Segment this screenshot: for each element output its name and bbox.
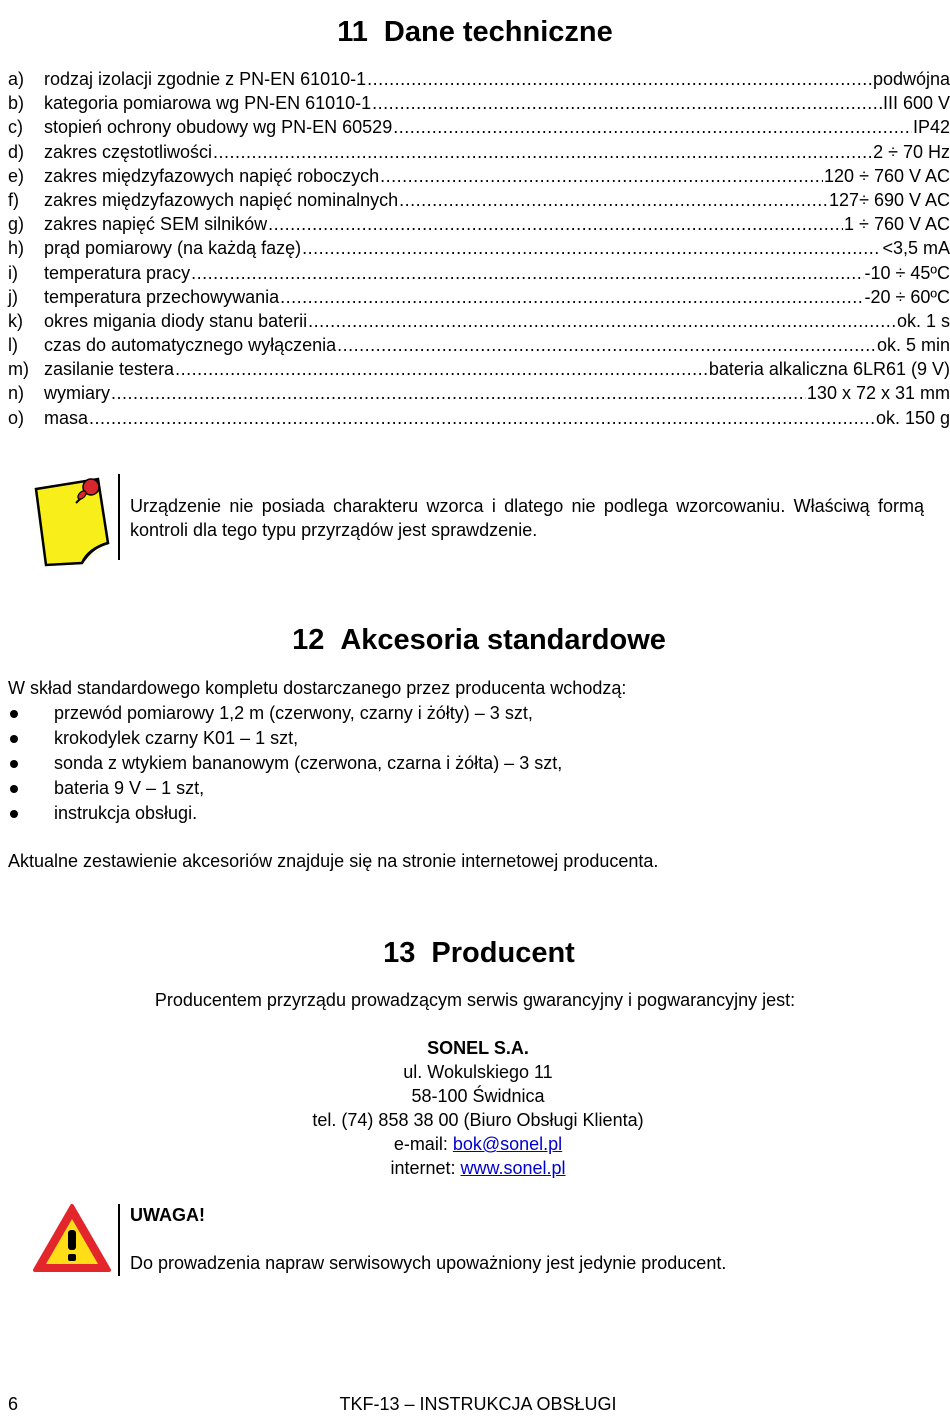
spec-label: temperatura przechowywania [44, 286, 280, 307]
producer-address [0, 1036, 950, 1180]
list-item-text: krokodylek czarny K01 – 1 szt, [54, 728, 299, 748]
spec-letter: h) [8, 238, 25, 259]
leader-dots [111, 381, 806, 405]
spec-row [8, 357, 950, 381]
spec-value: III 600 V [882, 93, 950, 114]
section-12-number: 12 [292, 624, 325, 656]
section-13-heading [4, 937, 950, 970]
section-11-title: Dane techniczne [383, 16, 613, 48]
spec-row [8, 381, 950, 405]
spec-letter: a) [8, 69, 25, 89]
list-item [8, 701, 562, 726]
spec-label: okres migania diody stanu baterii [44, 310, 308, 331]
accessories-intro: W skład standardowego kompletu dostarczanego przez producenta wchodzą: [8, 678, 627, 698]
spec-row [8, 261, 950, 285]
spec-value: -10 ÷ 45ºC [864, 262, 950, 283]
spec-label: czas do automatycznego wyłączenia [44, 335, 337, 356]
spec-value: ok. 5 min [876, 335, 950, 356]
leader-dots [367, 67, 872, 91]
spec-letter: o) [8, 407, 25, 428]
website-label: internet: [390, 1158, 461, 1178]
spec-value: 1 ÷ 760 V AC [844, 214, 950, 235]
spec-letter: g) [8, 214, 25, 235]
spec-value: 120 ÷ 760 V AC [824, 165, 950, 186]
spec-label: masa [44, 407, 89, 428]
spec-letter: d) [8, 141, 25, 162]
section-12-heading [4, 624, 950, 657]
email-line [0, 1132, 950, 1156]
spec-label: prąd pomiarowy (na każdą fazę) [44, 238, 302, 259]
producer-intro: Producentem przyrządu prowadzącym serwis gwarancyjny i pogwarancyjny jest: [154, 990, 796, 1010]
spec-row [8, 67, 950, 91]
pinned-note-icon [32, 473, 118, 569]
bullet-icon [10, 735, 18, 743]
spec-value: ok. 1 s [896, 310, 950, 331]
spec-value: -20 ÷ 60ºC [864, 286, 950, 307]
spec-label: stopień ochrony obudowy wg PN-EN 60529 [44, 117, 393, 138]
warning-text: Do prowadzenia napraw serwisowych upoważniony jest jedynie producent. [130, 1253, 727, 1273]
leader-dots [302, 236, 881, 260]
note-text: Urządzenie nie posiada charakteru wzorca i dlatego nie podlega wzorcowaniu. Właściwą formą kontroli dla tego typu przyrządów jest sprawdzenie. [130, 496, 924, 540]
list-item [8, 801, 562, 826]
spec-row [8, 333, 950, 357]
spec-label: zasilanie testera [44, 359, 175, 380]
spec-letter: n) [8, 383, 25, 404]
spec-value: 2 ÷ 70 Hz [873, 141, 950, 162]
bullet-icon [10, 810, 18, 818]
page-number: 6 [8, 1394, 19, 1414]
footer-title: TKF-13 – INSTRUKCJA OBSŁUGI [339, 1394, 617, 1414]
bullet-icon [10, 760, 18, 768]
spec-value: ok. 150 g [875, 407, 950, 428]
leader-dots [380, 164, 823, 188]
list-item [8, 726, 562, 751]
accessories-list [8, 701, 562, 826]
spec-value: podwójna [872, 69, 950, 89]
spec-letter: l) [8, 335, 18, 356]
leader-dots [89, 406, 875, 430]
leader-dots [337, 333, 876, 357]
list-item-text: sonda z wtykiem bananowym (czerwona, czarna i żółta) – 3 szt, [54, 753, 563, 773]
spec-row [8, 212, 950, 236]
spec-value: 127÷ 690 V AC [829, 189, 950, 210]
technical-specs-list [8, 67, 950, 430]
section-13-title: Producent [431, 937, 575, 969]
spec-label: temperatura pracy [44, 262, 191, 283]
section-11-heading [0, 16, 950, 49]
leader-dots [280, 285, 863, 309]
note-divider [118, 474, 120, 560]
leader-dots [213, 140, 872, 164]
spec-label: rodzaj izolacji zgodnie z PN-EN 61010-1 [44, 69, 367, 89]
leader-dots [268, 212, 843, 236]
leader-dots [191, 261, 863, 285]
spec-row [8, 406, 950, 430]
spec-letter: f) [8, 189, 19, 210]
spec-value: IP42 [912, 117, 950, 138]
city-address: 58-100 Świdnica [411, 1086, 545, 1106]
spec-row [8, 164, 950, 188]
bullet-icon [10, 710, 18, 718]
spec-label: wymiary [44, 383, 110, 404]
leader-dots [399, 188, 828, 212]
spec-row [8, 115, 950, 139]
spec-row [8, 285, 950, 309]
section-11-number: 11 [337, 16, 368, 48]
list-item-text: instrukcja obsługi. [54, 803, 198, 823]
spec-row [8, 309, 950, 333]
warning-title: UWAGA! [130, 1205, 205, 1225]
spec-value: 130 x 72 x 31 mm [806, 383, 950, 404]
spec-label: zakres międzyfazowych napięć nominalnych [44, 189, 399, 210]
section-13-number: 13 [383, 937, 416, 969]
list-item-text: przewód pomiarowy 1,2 m (czerwony, czarny i żółty) – 3 szt, [54, 703, 533, 723]
email-link[interactable]: bok@sonel.pl [452, 1134, 563, 1154]
spec-row [8, 188, 950, 212]
list-item [8, 751, 562, 776]
bullet-icon [10, 785, 18, 793]
spec-label: kategoria pomiarowa wg PN-EN 61010-1 [44, 93, 372, 114]
spec-row [8, 236, 950, 260]
spec-letter: m) [8, 359, 29, 380]
spec-letter: c) [8, 117, 23, 138]
leader-dots [372, 91, 882, 115]
list-item-text: bateria 9 V – 1 szt, [54, 778, 205, 798]
spec-letter: b) [8, 93, 25, 114]
spec-letter: i) [8, 262, 18, 283]
list-item [8, 776, 562, 801]
leader-dots [308, 309, 896, 333]
warning-divider [118, 1204, 120, 1276]
spec-value: <3,5 mA [882, 238, 950, 259]
phone-number: tel. (74) 858 38 00 (Biuro Obsługi Klienta) [312, 1110, 644, 1130]
spec-letter: k) [8, 310, 23, 331]
section-12-title: Akcesoria standardowe [340, 624, 666, 656]
spec-row [8, 91, 950, 115]
street-address: ul. Wokulskiego 11 [403, 1062, 553, 1082]
leader-dots [175, 357, 708, 381]
spec-label: zakres międzyfazowych napięć roboczych [44, 165, 380, 186]
email-label: e-mail: [393, 1134, 453, 1154]
leader-dots [393, 115, 912, 139]
spec-letter: e) [8, 165, 25, 186]
spec-letter: j) [8, 286, 18, 307]
spec-label: zakres napięć SEM silników [44, 214, 268, 235]
warning-triangle-icon [32, 1203, 112, 1273]
spec-label: zakres częstotliwości [44, 141, 213, 162]
company-name: SONEL S.A. [427, 1038, 529, 1058]
spec-row [8, 140, 950, 164]
accessories-footnote: Aktualne zestawienie akcesoriów znajduje się na stronie internetowej producenta. [8, 851, 659, 871]
website-line [0, 1156, 950, 1180]
website-link[interactable]: www.sonel.pl [460, 1158, 566, 1178]
spec-value: bateria alkaliczna 6LR61 (9 V) [708, 359, 950, 380]
